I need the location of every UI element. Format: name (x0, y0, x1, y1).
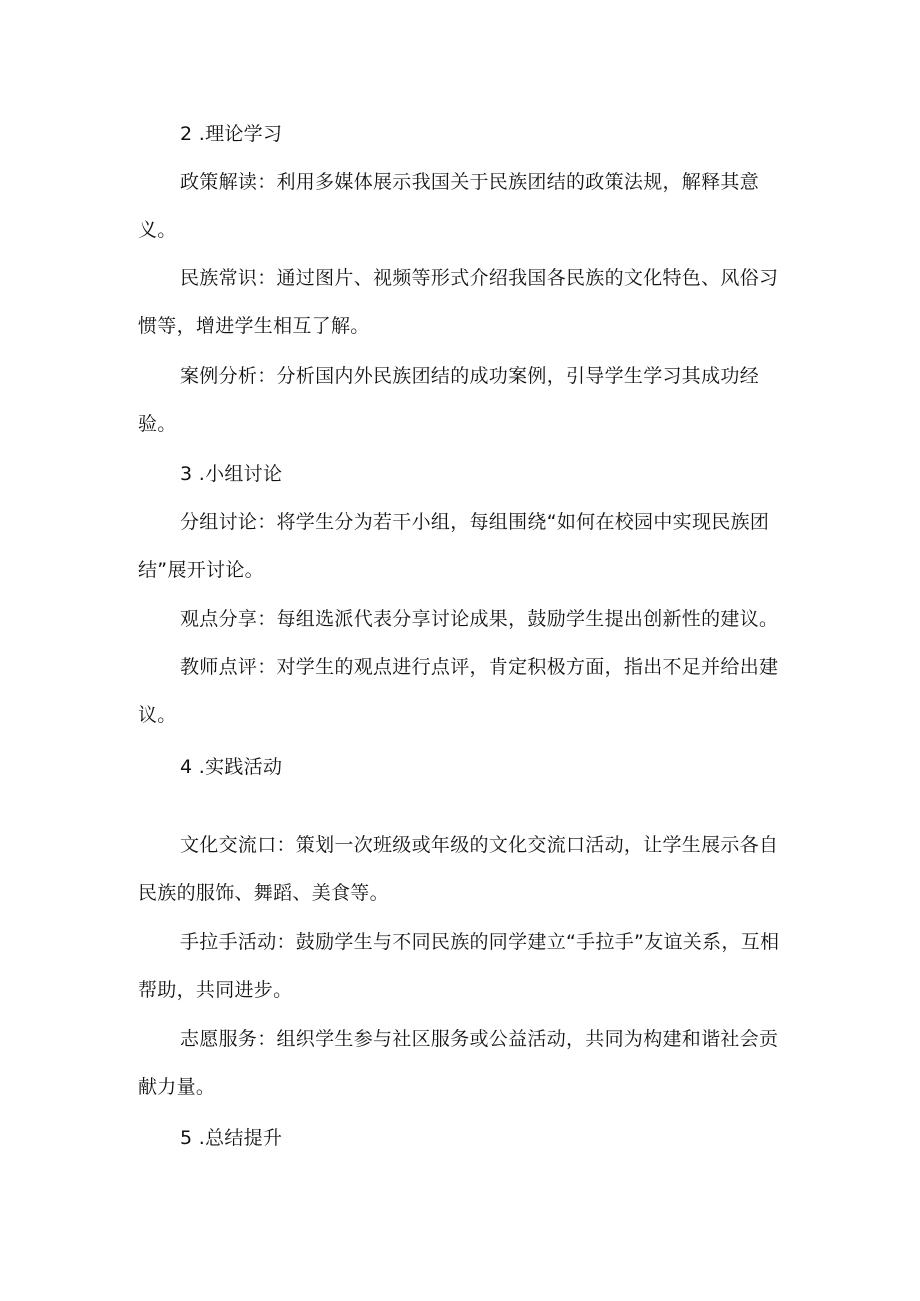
section-heading: 3 .小组讨论 (180, 463, 283, 485)
paragraph: 案例分析：分析国内外民族团结的成功案例，引导学生学习其成功经验。 (138, 365, 760, 435)
paragraph: 志愿服务：组织学生参与社区服务或公益活动，共同为构建和谐社会贡献力量。 (138, 1028, 779, 1098)
section-heading: 5 .总结提升 (180, 1127, 283, 1149)
paragraph: 观点分享：每组选派代表分享讨论成果，鼓励学生提出创新性的建议。 (180, 608, 779, 630)
paragraph: 分组讨论：将学生分为若干小组，每组围绕“如何在校园中实现民族团结”展开讨论。 (138, 511, 770, 581)
paragraph: 民族常识：通过图片、视频等形式介绍我国各民族的文化特色、风俗习惯等，增进学生相互了解。 (138, 267, 779, 337)
section-heading: 2 .理论学习 (180, 123, 283, 145)
section-heading: 4 .实践活动 (180, 756, 283, 778)
paragraph: 文化交流口：策划一次班级或年级的文化交流口活动，让学生展示各自民族的服饰、舞蹈、美食等。 (138, 834, 779, 904)
paragraph: 手拉手活动：鼓励学生与不同民族的同学建立“手拉手”友谊关系，互相帮助，共同进步。 (138, 931, 780, 1001)
paragraph: 政策解读：利用多媒体展示我国关于民族团结的政策法规，解释其意义。 (138, 171, 760, 241)
paragraph: 教师点评：对学生的观点进行点评，肯定积极方面，指出不足并给出建议。 (138, 656, 779, 726)
